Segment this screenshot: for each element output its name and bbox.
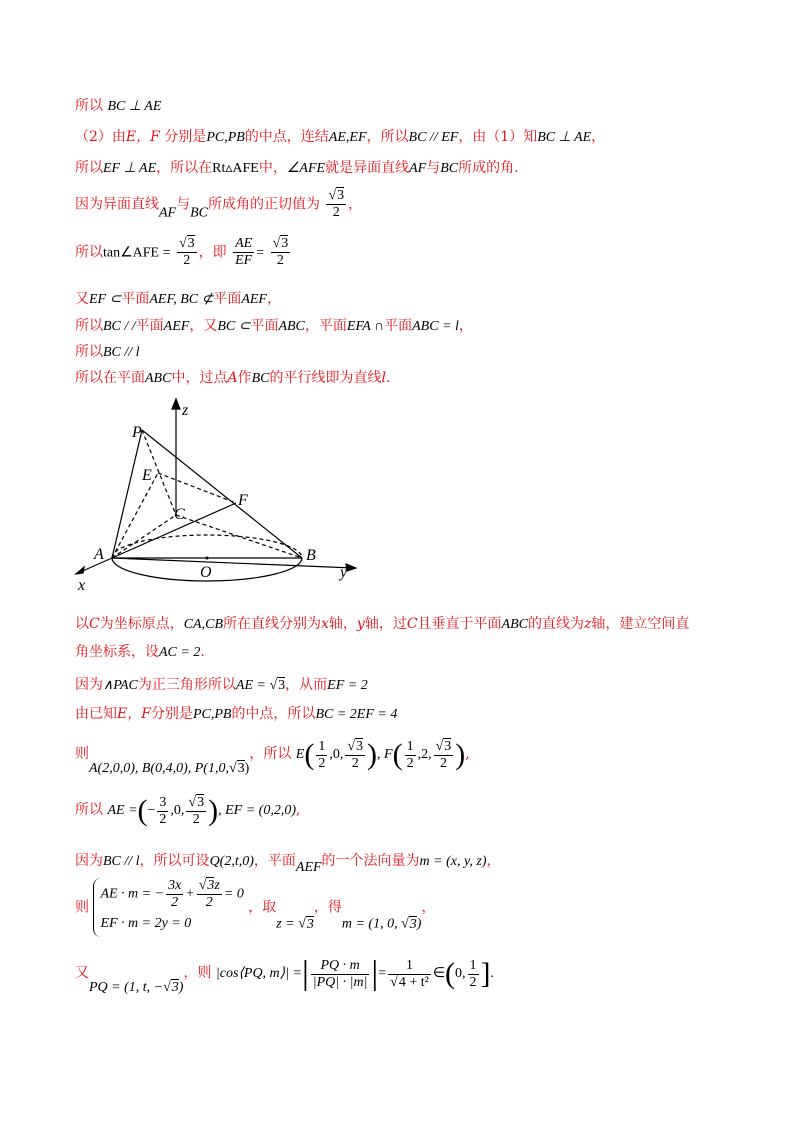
text: 中， xyxy=(258,160,287,176)
solution-line: 则A(2,0,0), B(0,4,0), P(1,0,√3)，所以 E( $\frac{1}{2}$ ,0, $\frac{√3}{2}$ ), F( $\frac{1}{2}$ ,2, $\frac{√3}{2}$ ), xyxy=(75,738,470,777)
text: 就是异面直线 xyxy=(325,160,410,176)
text: ，所以 xyxy=(366,129,409,145)
solution-line xyxy=(75,641,205,661)
text: ，即 xyxy=(198,244,227,261)
text: 平面 xyxy=(384,318,413,334)
text: 为正三角形所以 xyxy=(137,677,236,693)
text: 则 xyxy=(75,899,89,916)
label-x: x xyxy=(78,577,86,594)
edge-AE xyxy=(112,473,158,558)
math: BC xyxy=(440,161,459,176)
math: AEF xyxy=(241,292,267,307)
math: |cos⟨PQ, m⟩| = xyxy=(215,966,302,982)
text: 又 xyxy=(75,291,89,307)
math: ∠AFE xyxy=(286,161,326,176)
text: ，所以在 xyxy=(156,160,213,176)
equation-system: AE · m = − $\frac{3x}{2}$ + $\frac{√3z}{2}$ = 0 EF · m = 2y = 0 xyxy=(93,878,243,937)
text: , xyxy=(295,802,301,819)
math: = xyxy=(256,245,265,261)
math: AEF, BC ⊄ xyxy=(149,292,214,307)
label-F: F xyxy=(238,492,248,509)
y-axis-arrow xyxy=(346,564,356,571)
text: ，所以 xyxy=(249,746,292,763)
math: AF xyxy=(409,161,427,176)
text: . xyxy=(200,644,205,660)
ellipse-back xyxy=(112,535,302,558)
text: 平面 xyxy=(135,318,164,334)
text: , xyxy=(465,746,470,763)
math: BC // EF xyxy=(408,130,459,145)
text: ， xyxy=(348,196,363,213)
solution-line: 则 AE · m = − $\frac{3x}{2}$ + $\frac{√3z}{2}$ = 0 EF · m = 2y = 0 ，取z = √3，得m = (1, 0, √3)， xyxy=(75,878,435,937)
text: 所以 xyxy=(75,802,103,819)
text: 轴，过 xyxy=(364,616,407,632)
math: BC xyxy=(251,371,270,386)
text: 所以 xyxy=(75,244,103,261)
solution-line xyxy=(75,157,519,177)
text: 因为 xyxy=(75,853,103,869)
math: ,0, xyxy=(170,803,185,819)
math: ABC xyxy=(501,617,528,632)
fraction: $\frac{√3}{2}$ xyxy=(272,236,289,268)
math: AEF xyxy=(295,860,322,875)
edge-PA xyxy=(112,430,142,558)
math: m = (x, y, z) xyxy=(419,854,487,869)
solution-line xyxy=(75,850,501,876)
text: 平面 xyxy=(250,318,279,334)
math: BC ⊂ xyxy=(217,319,251,334)
text: 所以 xyxy=(75,98,103,114)
math: AEF xyxy=(163,319,190,334)
text: 所在直线分别为 xyxy=(223,616,321,632)
math: E xyxy=(295,747,305,763)
text: 所成的角. xyxy=(458,160,519,176)
text: 轴，建立空间直 xyxy=(591,616,690,632)
math: AE = xyxy=(107,803,138,819)
text: 平面 xyxy=(213,291,242,307)
solution-line xyxy=(75,288,281,308)
text: 以 xyxy=(75,616,89,632)
math: , F xyxy=(377,747,393,763)
text: 的中点，所以 xyxy=(231,706,316,722)
solution-line xyxy=(75,95,161,115)
text: 分别是 xyxy=(150,706,193,722)
label-P: P xyxy=(132,424,142,441)
z-axis-arrow xyxy=(172,399,180,409)
math: y xyxy=(356,616,365,632)
math: Q(2,t,0) xyxy=(209,854,254,869)
fraction: $\frac{√3}{2}$ xyxy=(328,188,345,220)
label-E: E xyxy=(142,467,152,484)
text: 且垂直于平面 xyxy=(417,616,502,632)
text: ， xyxy=(266,291,281,307)
math: A xyxy=(227,370,238,386)
math: EF ⊂ xyxy=(89,292,122,307)
math: PC,PB xyxy=(206,130,245,145)
text: ，取 xyxy=(248,899,277,916)
label-y: y xyxy=(340,564,348,581)
fraction: $\frac{√3}{2}$ xyxy=(178,236,195,268)
math: BC ⊥ AE xyxy=(537,130,592,145)
label-C: C xyxy=(174,506,185,523)
geometry-figure xyxy=(70,395,370,595)
math: z = xyxy=(276,916,299,932)
solution-line: 所以 AE =(− $\frac{3}{2}$ ,0, $\frac{√3}{2}$ ), EF = (0,2,0), xyxy=(75,794,301,827)
solution-line xyxy=(75,341,140,361)
math: , EF = (0,2,0) xyxy=(218,803,296,819)
text: 分别是 xyxy=(159,129,207,145)
text: 所以 xyxy=(75,344,103,360)
text: 又 xyxy=(75,965,89,982)
text: 与 xyxy=(426,160,441,176)
solution-line xyxy=(75,188,362,222)
text: ， xyxy=(486,853,501,869)
math: AE,EF xyxy=(328,130,367,145)
text: 因为 xyxy=(75,677,103,693)
text: 的直线为 xyxy=(528,616,584,632)
solution-line xyxy=(75,703,397,723)
math: BC // l xyxy=(103,854,140,869)
text: 的平行线即为直线 xyxy=(269,370,382,386)
center-point xyxy=(206,557,209,560)
math: C xyxy=(406,616,418,632)
text: ， xyxy=(458,318,473,334)
math: E，F xyxy=(125,129,160,145)
text: 的一个法向量为 xyxy=(321,853,420,869)
text: 由已知 xyxy=(75,706,117,722)
label-O: O xyxy=(200,564,212,581)
math: AE = xyxy=(235,678,270,693)
text: 中，过点 xyxy=(171,370,228,386)
text: 所以 xyxy=(75,160,103,176)
math: E，F xyxy=(117,706,151,722)
text: ， xyxy=(591,129,606,145)
text: 轴， xyxy=(328,616,357,632)
text: ，得 xyxy=(313,899,342,916)
solution-line xyxy=(75,315,473,335)
solution-line xyxy=(75,367,390,387)
text: ，从而 xyxy=(285,677,328,693)
math: ABC = l xyxy=(412,319,459,334)
math: m = (1, 0, xyxy=(341,916,402,932)
text: 所以 xyxy=(75,318,103,334)
fraction: $\frac{AE}{EF}$ xyxy=(235,236,253,268)
text: ，则 xyxy=(183,965,212,982)
math: ) xyxy=(244,761,250,777)
math: 3 xyxy=(237,761,245,777)
math: C xyxy=(89,616,100,632)
math: l. xyxy=(381,370,391,386)
math: PQ = (1, t, − xyxy=(89,980,164,996)
math: BC / / xyxy=(103,319,136,334)
text: ，又 xyxy=(189,318,218,334)
math: CA,CB xyxy=(183,617,223,632)
math: EF = 2 xyxy=(327,678,368,693)
y-axis xyxy=(112,558,353,568)
solution-line: 又PQ = (1, t, −√3)，则 |cos⟨PQ, m⟩| =| $\frac{PQ \cdot m}{|PQ| \cdot |m|}$ |= $\frac{1}{\text{√4 + t²}}$ ∈(0, $\frac{1}{2}$ ]. xyxy=(75,955,495,996)
math: x xyxy=(321,616,329,632)
math: AC = 2 xyxy=(159,645,201,660)
label-z: z xyxy=(182,402,189,419)
text: ， xyxy=(421,899,436,916)
text: 所以在平面 xyxy=(75,370,145,386)
text: （2）由 xyxy=(75,129,126,145)
math: ABC xyxy=(278,319,305,334)
edge-AC xyxy=(112,515,176,558)
math: BC xyxy=(190,205,208,221)
math: BC // l xyxy=(103,345,140,360)
label-B: B xyxy=(306,547,316,564)
label-A: A xyxy=(94,546,104,563)
math: AF xyxy=(159,205,177,221)
text: ，所以可设 xyxy=(139,853,210,869)
text: 则 xyxy=(75,746,89,763)
math: PC,PB xyxy=(192,707,232,722)
math: EF ⊥ AE xyxy=(103,161,157,176)
math: BC ⊥ AE xyxy=(107,99,162,114)
math: ,0, xyxy=(329,747,344,763)
text: ，平面 xyxy=(253,853,296,869)
text: 所成角的正切值为 xyxy=(208,196,320,213)
x-axis-arrow xyxy=(76,567,84,574)
text: 因为异面直线 xyxy=(75,196,159,213)
math: ∧PAC xyxy=(103,678,138,693)
text: ，平面 xyxy=(304,318,347,334)
math: EFA ∩ xyxy=(346,319,385,334)
edge-PB xyxy=(142,430,302,558)
math: ,2, xyxy=(417,747,432,763)
solution-line xyxy=(75,236,292,269)
math: A(2,0,0), B(0,4,0), P(1,0, xyxy=(89,761,229,777)
math: ABC xyxy=(145,371,172,386)
text: 的中点，连结 xyxy=(244,129,329,145)
solution-line xyxy=(75,126,605,146)
math: Rt▵AFE xyxy=(212,161,259,176)
text: 作 xyxy=(237,370,252,386)
text: 为坐标原点， xyxy=(99,616,184,632)
math: BC = 2EF = 4 xyxy=(315,707,398,722)
text: ，由（1）知 xyxy=(458,129,538,145)
text: 平面 xyxy=(121,291,150,307)
math: z xyxy=(584,616,592,632)
solution-line: 因为∧PAC为正三角形所以AE = √3，从而EF = 2 xyxy=(75,677,368,693)
text: 与 xyxy=(176,196,191,213)
solution-line xyxy=(75,613,689,633)
math: tan∠AFE = xyxy=(103,245,171,261)
math: 3 xyxy=(278,678,286,693)
text: 角坐标系，设 xyxy=(75,644,159,660)
